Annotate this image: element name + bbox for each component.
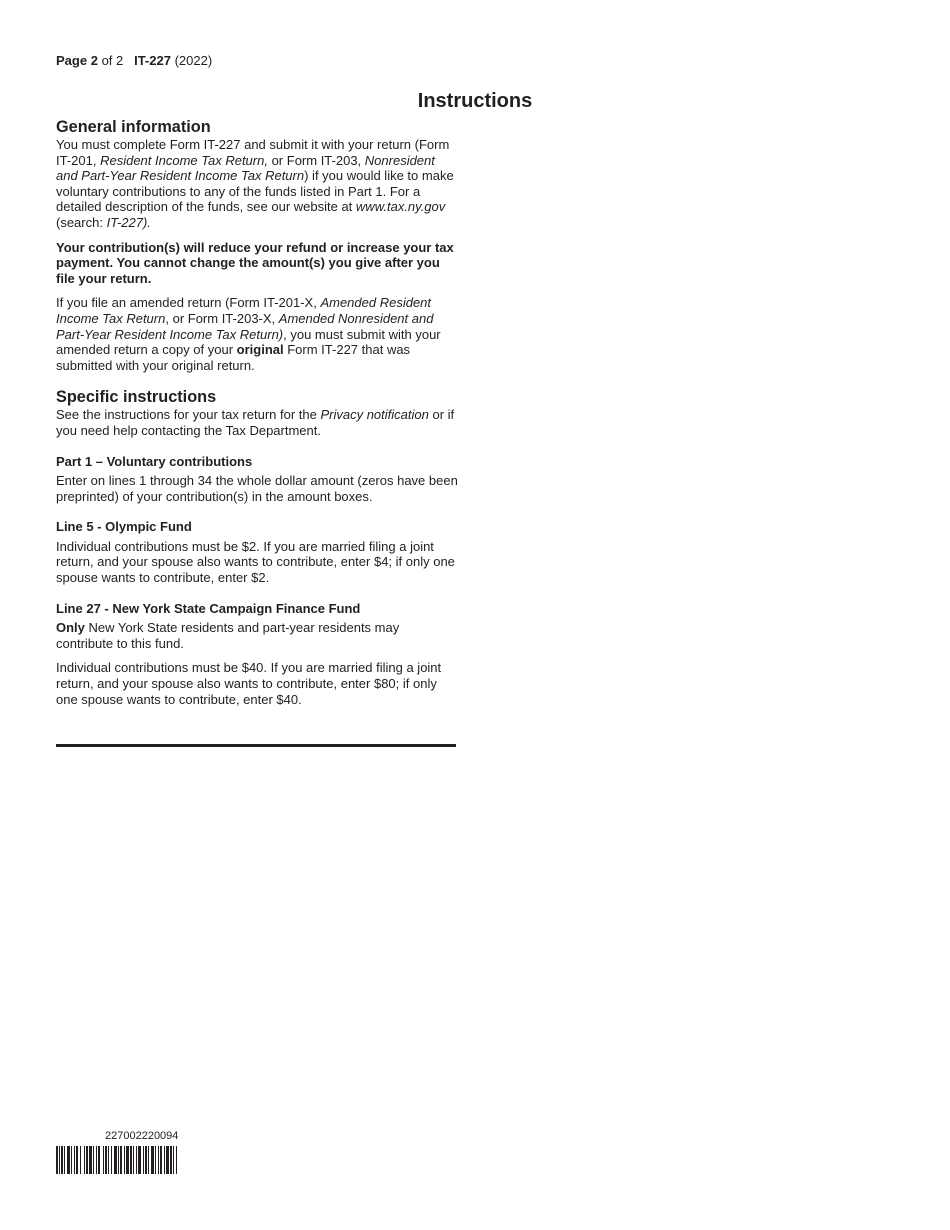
barcode-bar — [155, 1146, 156, 1174]
page-title: Instructions — [417, 90, 533, 112]
barcode-bar — [148, 1146, 149, 1174]
line5-text: Individual contributions must be $2. If you are married filing a joint return, and your spouse also wants to contribute, enter $4; if only one spouse wants to contribute, enter $2. — [56, 538, 455, 586]
instructions-column — [56, 117, 458, 716]
barcode-bar — [151, 1146, 154, 1174]
barcode-bar — [133, 1146, 134, 1174]
barcode-bar — [160, 1146, 162, 1174]
line5-heading: Line 5 - Olympic Fund — [56, 519, 192, 535]
barcode-bar — [176, 1146, 177, 1174]
barcode-bar — [173, 1146, 174, 1174]
barcode-bar — [143, 1146, 144, 1174]
barcode-bar — [111, 1146, 112, 1174]
barcode-bar — [61, 1146, 63, 1174]
line27-paragraph-2: Individual contributions must be $40. If you are married filing a joint return, and your spouse also wants to contribute, enter $80; if only one spouse wants to contribute, enter $40. — [56, 660, 442, 707]
barcode-bar — [126, 1146, 129, 1174]
barcode-bar — [118, 1146, 119, 1174]
line27-paragraph-1: Only New York State residents and part-year residents may contribute to this fund. — [56, 620, 400, 651]
barcode-icon — [56, 1146, 240, 1174]
barcode-bar — [120, 1146, 122, 1174]
barcode-bar — [164, 1146, 165, 1174]
form-year: (2022) — [174, 53, 213, 68]
page-header — [56, 53, 212, 69]
part1-text: Enter on lines 1 through 34 the whole dollar amount (zeros have been preprinted) of your contribution(s) in the amount boxes. — [56, 473, 458, 504]
specific-paragraph-1: See the instructions for your tax return for the Privacy notification or if you need help contacting the Tax Department. — [56, 407, 455, 438]
barcode-bar — [64, 1146, 65, 1174]
barcode-bar — [96, 1146, 97, 1174]
barcode-bar — [130, 1146, 132, 1174]
barcode-bar — [93, 1146, 94, 1174]
barcode-bar — [145, 1146, 147, 1174]
general-paragraph-1: You must complete Form IT-227 and submit it with your return (Form IT-201, Resident Income Tax Return, or Form IT-203, Nonresident and Part-Year Resident Income Tax Return) if you would like to make voluntary contributions to any of the funds listed in Part 1. For a detailed description of the funds, see our website at www.tax.ny.gov (search: IT-227). — [56, 137, 454, 230]
barcode-bar — [59, 1146, 60, 1174]
form-id: IT-227 — [134, 53, 171, 68]
barcode-number: 227002220094 — [105, 1130, 179, 1142]
barcode-bar — [114, 1146, 117, 1174]
barcode-bar — [103, 1146, 104, 1174]
barcode-bar — [80, 1146, 81, 1174]
barcode-bar — [74, 1146, 75, 1174]
section-divider — [56, 744, 456, 747]
barcode-bar — [170, 1146, 172, 1174]
barcode-bar — [108, 1146, 109, 1174]
specific-heading: Specific instructions — [56, 388, 217, 407]
barcode-bar — [84, 1146, 85, 1174]
page-current: 2 — [90, 53, 98, 68]
barcode-bar — [76, 1146, 78, 1174]
line27-heading: Line 27 - New York State Campaign Finance Fund — [56, 600, 361, 616]
barcode-bar — [67, 1146, 70, 1174]
barcode-bar — [158, 1146, 159, 1174]
barcode-bar — [138, 1146, 141, 1174]
barcode-bar — [124, 1146, 125, 1174]
barcode-bar — [166, 1146, 169, 1174]
part1-heading: Part 1 – Voluntary contributions — [56, 453, 253, 469]
general-heading: General information — [56, 118, 211, 136]
general-paragraph-3: If you file an amended return (Form IT-201-X, Amended Resident Income Tax Return, or Form IT-203-X, Amended Nonresident and Part-Year Resident Income Tax Return), you must submit with your amended return a copy of your original Form IT-227 that was submitted with your original return. — [56, 295, 441, 373]
barcode-bar — [89, 1146, 92, 1174]
barcode-bar — [98, 1146, 100, 1174]
barcode-bar — [136, 1146, 137, 1174]
general-warning: Your contribution(s) will reduce your refund or increase your tax payment. You cannot change the amount(s) you give after you file your return. — [56, 239, 454, 286]
page-label: Page — [56, 53, 88, 68]
barcode-bar — [56, 1146, 58, 1174]
barcode-bar — [105, 1146, 107, 1174]
barcode-bar — [71, 1146, 72, 1174]
page-of: of 2 — [101, 53, 124, 68]
barcode-bar — [86, 1146, 88, 1174]
